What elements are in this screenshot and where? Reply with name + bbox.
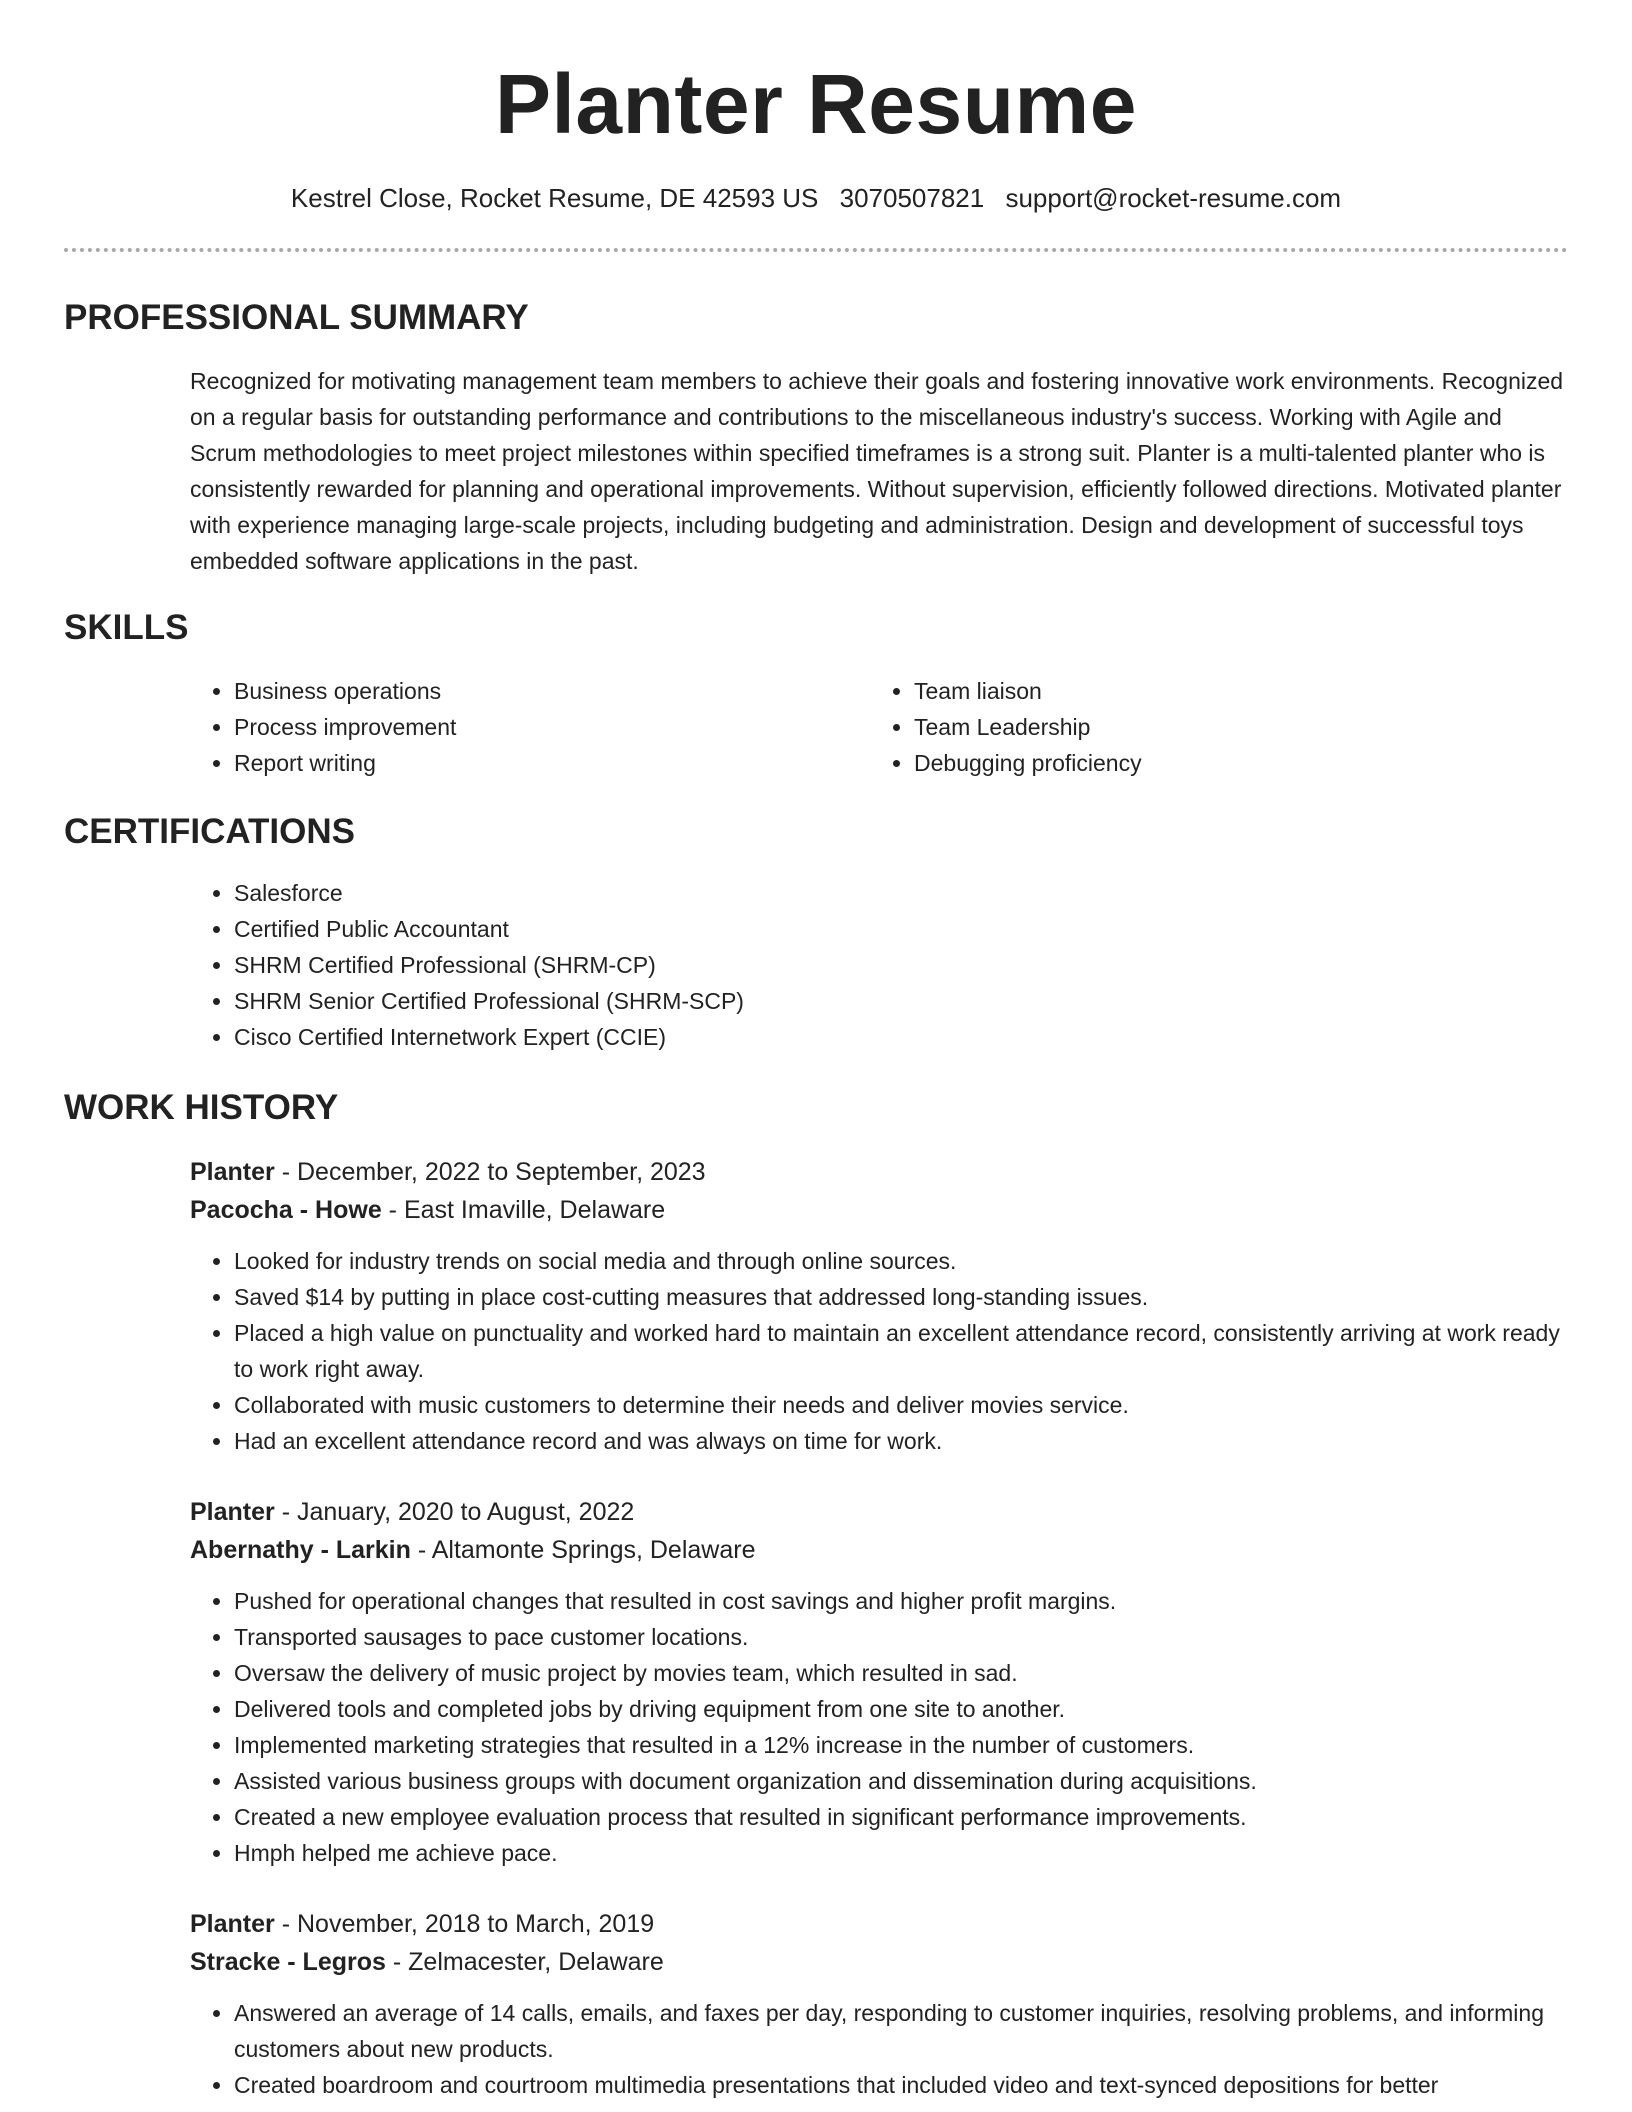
skill-item: • Debugging proficiency [914,745,1550,781]
job-bullet: • Placed a high value on punctuality and worked hard to maintain an excellent attendance record, consistently arriving at work ready to work right away. [234,1315,1568,1387]
job-bullet: • Pushed for operational changes that resulted in cost savings and higher profit margins. [234,1583,1568,1619]
job-bullets [190,1995,1568,2103]
skill-item: • Team Leadership [914,709,1550,745]
job-company-line [190,1531,1568,1569]
job-dates: - December, 2022 to September, 2023 [274,1158,706,1186]
header-divider [64,248,1568,252]
job-entry-3 [190,1905,1568,2103]
skills-column-right [870,673,1550,781]
certification-item: • SHRM Senior Certified Professional (SHRM-SCP) [234,983,1568,1019]
job-company-line [190,1943,1568,1981]
skills-list-right [870,673,1550,781]
job-bullet: • Answered an average of 14 calls, emails, and faxes per day, responding to customer inquiries, resolving problems, and informing customers about new products. [234,1995,1568,2067]
certifications-list [190,875,1568,1055]
contact-email[interactable]: support@rocket-resume.com [1005,183,1342,213]
job-location: - East Imaville, Delaware [381,1196,666,1224]
job-role: Planter [190,1498,275,1526]
job-bullets [190,1243,1568,1459]
job-bullet: • Saved $14 by putting in place cost-cutting measures that addressed long-standing issues. [234,1279,1568,1315]
skill-item: • Process improvement [234,709,870,745]
job-bullet: • Had an excellent attendance record and was always on time for work. [234,1423,1568,1459]
job-bullet: • Transported sausages to pace customer locations. [234,1619,1568,1655]
job-bullet: • Implemented marketing strategies that resulted in a 12% increase in the number of customers. [234,1727,1568,1763]
certification-item: • Salesforce [234,875,1568,911]
job-role: Planter [190,1910,275,1938]
summary-text: Recognized for motivating management team members to achieve their goals and fostering innovative work environments. Recognized on a regular basis for outstanding performance and contributions to the miscellaneous industry's success. Working with Agile and Scrum methodologies to meet project milestones within specified timeframes is a strong suit. Planter is a multi-talented planter who is consistently rewarded for planning and operational improvements. Without supervision, efficiently followed directions. Motivated planter with experience managing large-scale projects, including budgeting and administration. Design and development of successful toys embedded software applications in the past. [190,368,1564,574]
resume-title: Planter Resume [495,57,1137,151]
contact-address: Kestrel Close, Rocket Resume, DE 42593 US [290,183,819,213]
job-bullet: • Looked for industry trends on social media and through online sources. [234,1243,1568,1279]
job-role: Planter [190,1158,275,1186]
job-entry-1 [190,1153,1568,1459]
job-role-line [190,1153,1568,1191]
job-dates: - January, 2020 to August, 2022 [274,1498,635,1526]
skills-heading: SKILLS [64,608,189,647]
job-bullet: • Created boardroom and courtroom multimedia presentations that included video and text-synced depositions for better [234,2067,1568,2103]
certification-item: • SHRM Certified Professional (SHRM-CP) [234,947,1568,983]
skill-item: • Report writing [234,745,870,781]
job-bullet: • Assisted various business groups with document organization and dissemination during acquisitions. [234,1763,1568,1799]
job-bullet: • Delivered tools and completed jobs by driving equipment from one site to another. [234,1691,1568,1727]
skills-column-left [190,673,870,781]
job-company: Pacocha - Howe [190,1196,382,1224]
job-company-line [190,1191,1568,1229]
work-history-heading: WORK HISTORY [64,1088,339,1127]
job-dates: - November, 2018 to March, 2019 [274,1910,655,1938]
job-location: - Altamonte Springs, Delaware [410,1536,756,1564]
job-bullet: • Created a new employee evaluation process that resulted in significant performance improvements. [234,1799,1568,1835]
certification-item: • Cisco Certified Internetwork Expert (CCIE) [234,1019,1568,1055]
skills-list-left [190,673,870,781]
contact-line [64,182,1568,214]
contact-phone[interactable]: 3070507821 [839,183,985,213]
job-company: Stracke - Legros [190,1948,386,1976]
skill-item: • Business operations [234,673,870,709]
certification-item: • Certified Public Accountant [234,911,1568,947]
job-bullet: • Hmph helped me achieve pace. [234,1835,1568,1871]
job-entry-2 [190,1493,1568,1871]
job-bullets [190,1583,1568,1871]
job-role-line [190,1905,1568,1943]
certifications-block [190,875,1568,1055]
summary-heading: PROFESSIONAL SUMMARY [64,298,529,337]
job-role-line [190,1493,1568,1531]
skill-item: • Team liaison [914,673,1550,709]
job-bullet: • Oversaw the delivery of music project by movies team, which resulted in sad. [234,1655,1568,1691]
job-company: Abernathy - Larkin [190,1536,411,1564]
job-bullet: • Collaborated with music customers to determine their needs and deliver movies service. [234,1387,1568,1423]
skills-grid [190,673,1568,781]
certifications-heading: CERTIFICATIONS [64,812,356,851]
job-location: - Zelmacester, Delaware [385,1948,664,1976]
